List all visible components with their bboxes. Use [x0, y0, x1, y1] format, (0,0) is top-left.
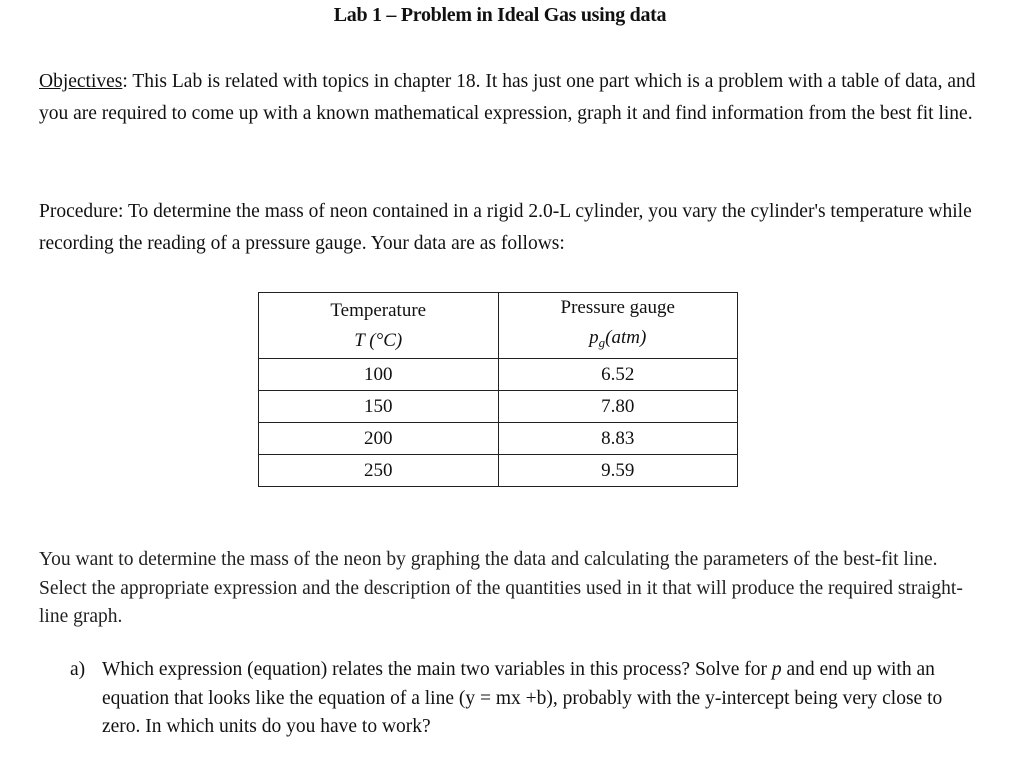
pressure-unit: (atm)	[605, 327, 647, 348]
table-row	[259, 391, 738, 423]
pressure-cell: 8.83	[498, 423, 738, 455]
pressure-var: p	[589, 327, 599, 348]
data-table	[258, 292, 738, 487]
temperature-header-label: Temperature	[330, 299, 427, 321]
pressure-header-label: Pressure gauge	[560, 297, 675, 318]
objectives-text: : This Lab is related with topics in chapter 18. It has just one part which is a problem with a table of data, and you are required to come up with a known mathematical expression, graph it and find information from the best fit line.	[39, 71, 976, 124]
temperature-cell: 150	[259, 391, 499, 423]
table-row	[259, 455, 738, 487]
temperature-cell: 100	[259, 359, 499, 391]
procedure-paragraph: Procedure: To determine the mass of neon contained in a rigid 2.0-L cylinder, you vary the cylinder's temperature while recording the reading of a pressure gauge. Your data are as follows:	[39, 201, 972, 254]
question-a-var: p	[771, 659, 782, 680]
pressure-cell: 6.52	[498, 359, 738, 391]
question-a-label: a)	[70, 659, 86, 680]
temperature-header-unit: T (°C)	[354, 329, 403, 351]
question-a	[70, 656, 950, 742]
temperature-header	[259, 293, 499, 359]
pressure-header	[498, 293, 738, 359]
table-row	[259, 359, 738, 391]
temperature-cell: 250	[259, 455, 499, 487]
pressure-cell: 7.80	[498, 391, 738, 423]
pressure-cell: 9.59	[498, 455, 738, 487]
pressure-sub: g	[598, 335, 606, 350]
objectives-paragraph	[39, 66, 979, 130]
table-header-row	[259, 293, 738, 359]
question-a-part1: Which expression (equation) relates the main two variables in this process? Solve for	[102, 659, 772, 680]
objectives-label: Objectives	[39, 71, 123, 92]
pressure-header-unit	[499, 323, 738, 358]
table-row	[259, 423, 738, 455]
temperature-cell: 200	[259, 423, 499, 455]
page-title: Lab 1 – Problem in Ideal Gas using data	[333, 4, 667, 26]
question-a-part2: and end up with an equation that looks like the equation of a line (y = mx +b), probably with the y-intercept being very close to zero. In which units do you have to work?	[102, 659, 943, 737]
task-paragraph: You want to determine the mass of the neon by graphing the data and calculating the parameters of the best-fit line. Select the appropriate expression and the description of the quantities used in it that will produce the required straight-line graph.	[39, 549, 963, 627]
question-a-text	[102, 656, 950, 742]
